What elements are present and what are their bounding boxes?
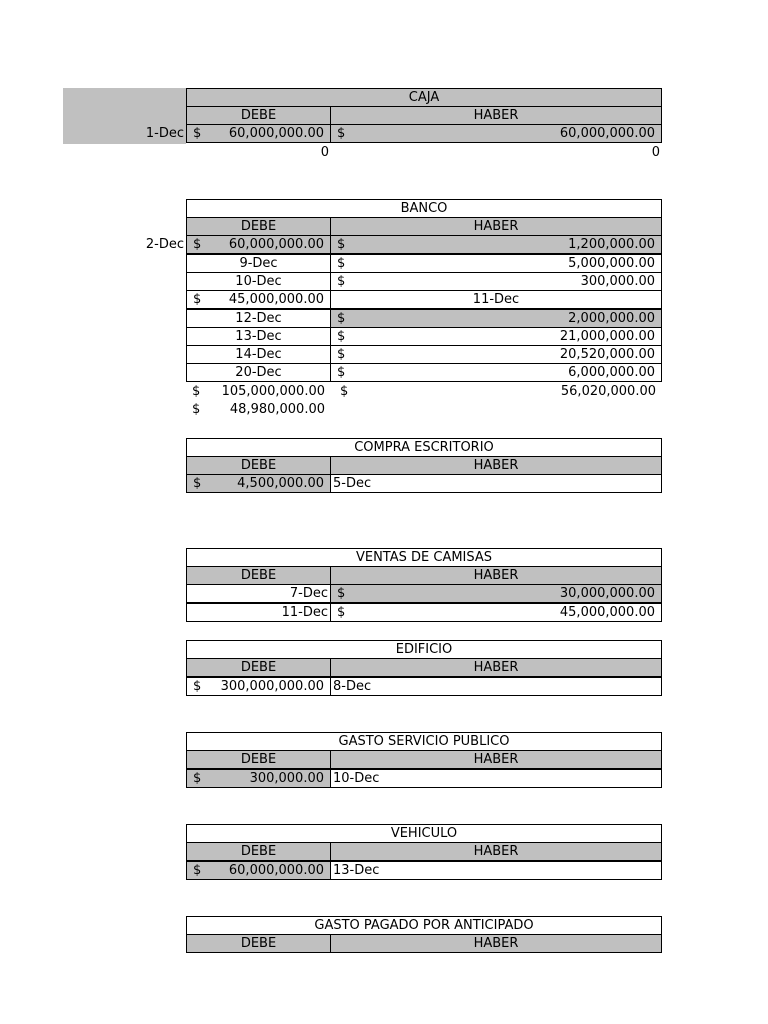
banco-haber-cell[interactable] xyxy=(330,363,662,382)
currency-symbol: $ xyxy=(337,237,346,252)
banco-haber-cell[interactable] xyxy=(330,327,662,346)
caja-haber-header: HABER xyxy=(330,106,662,125)
amount: 2,000,000.00 xyxy=(568,311,655,326)
caja-debe-cell[interactable] xyxy=(186,124,331,143)
caja-title: CAJA xyxy=(186,88,662,107)
banco-title: BANCO xyxy=(186,199,662,218)
edificio-haber-cell[interactable]: 8-Dec xyxy=(330,677,662,696)
ventas-camisas-debe-cell[interactable]: 11-Dec xyxy=(186,603,331,622)
currency-symbol: $ xyxy=(337,126,346,141)
banco-haber-cell[interactable]: 11-Dec xyxy=(330,290,662,309)
compra-escritorio-haber-header: HABER xyxy=(330,456,662,475)
banco-debe-cell[interactable]: 20-Dec xyxy=(186,363,331,382)
currency-symbol: $ xyxy=(193,476,202,491)
amount: 20,520,000.00 xyxy=(559,347,655,362)
ventas-camisas-haber-cell[interactable] xyxy=(330,584,662,603)
gasto-servicio-debe-header: DEBE xyxy=(186,750,331,769)
vehiculo-debe-cell[interactable] xyxy=(186,861,331,880)
caja-total-debe: 0 xyxy=(320,145,329,160)
currency-symbol: $ xyxy=(337,605,346,620)
amount: 60,000,000.00 xyxy=(559,126,655,141)
vehiculo-debe-header: DEBE xyxy=(186,842,331,861)
amount: 300,000.00 xyxy=(580,274,655,289)
banco-haber-cell[interactable] xyxy=(330,345,662,364)
gasto-servicio-haber-cell[interactable]: 10-Dec xyxy=(330,769,662,788)
compra-escritorio-debe-header: DEBE xyxy=(186,456,331,475)
edificio-haber-header: HABER xyxy=(330,658,662,677)
currency-symbol: $ xyxy=(337,274,346,289)
amount: 21,000,000.00 xyxy=(559,329,655,344)
banco-debe-cell[interactable]: 12-Dec xyxy=(186,309,331,328)
banco-haber-cell[interactable] xyxy=(330,309,662,328)
currency-symbol: $ xyxy=(193,863,202,878)
amount: 48,980,000.00 xyxy=(229,402,325,417)
currency-symbol: $ xyxy=(193,771,202,786)
caja-haber-cell[interactable] xyxy=(330,124,662,143)
currency-symbol: $ xyxy=(337,329,346,344)
amount: 5,000,000.00 xyxy=(568,256,655,271)
currency-symbol: $ xyxy=(337,256,346,271)
banco-haber-header: HABER xyxy=(330,217,662,236)
amount: 45,000,000.00 xyxy=(559,605,655,620)
amount: 6,000,000.00 xyxy=(568,365,655,380)
currency-symbol: $ xyxy=(193,237,202,252)
banco-haber-cell[interactable] xyxy=(330,272,662,291)
vehiculo-haber-header: HABER xyxy=(330,842,662,861)
banco-debe-header: DEBE xyxy=(186,217,331,236)
currency-symbol: $ xyxy=(192,384,201,399)
banco-saldo xyxy=(186,401,331,418)
amount: 300,000.00 xyxy=(249,771,324,786)
ventas-camisas-debe-cell[interactable]: 7-Dec xyxy=(186,584,331,603)
edificio-title: EDIFICIO xyxy=(186,640,662,659)
ventas-camisas-haber-cell[interactable] xyxy=(330,603,662,622)
edificio-debe-cell[interactable] xyxy=(186,677,331,696)
ventas-camisas-title: VENTAS DE CAMISAS xyxy=(186,548,662,567)
banco-debe-cell[interactable]: 14-Dec xyxy=(186,345,331,364)
gasto-servicio-haber-header: HABER xyxy=(330,750,662,769)
gasto-pagado-haber-header: HABER xyxy=(330,934,662,953)
banco-total-debe xyxy=(186,383,331,400)
amount: 56,020,000.00 xyxy=(560,384,656,399)
banco-total-haber xyxy=(330,383,662,400)
banco-haber-cell[interactable] xyxy=(330,254,662,273)
gasto-pagado-title: GASTO PAGADO POR ANTICIPADO xyxy=(186,916,662,935)
compra-escritorio-haber-cell[interactable]: 5-Dec xyxy=(330,474,662,493)
banco-haber-cell[interactable] xyxy=(330,235,662,254)
currency-symbol: $ xyxy=(337,365,346,380)
amount: 300,000,000.00 xyxy=(220,679,324,694)
currency-symbol: $ xyxy=(193,679,202,694)
banco-debe-cell[interactable]: 10-Dec xyxy=(186,272,331,291)
vehiculo-title: VEHICULO xyxy=(186,824,662,843)
banco-debe-cell[interactable]: 9-Dec xyxy=(186,254,331,273)
compra-escritorio-title: COMPRA ESCRITORIO xyxy=(186,438,662,457)
amount: 60,000,000.00 xyxy=(228,863,324,878)
currency-symbol: $ xyxy=(193,126,202,141)
amount: 60,000,000.00 xyxy=(228,237,324,252)
caja-debe-header: DEBE xyxy=(186,106,331,125)
ventas-camisas-debe-header: DEBE xyxy=(186,566,331,585)
amount: 45,000,000.00 xyxy=(228,292,324,307)
amount: 4,500,000.00 xyxy=(237,476,324,491)
currency-symbol: $ xyxy=(192,402,201,417)
ventas-camisas-haber-header: HABER xyxy=(330,566,662,585)
banco-debe-cell[interactable] xyxy=(186,290,331,309)
currency-symbol: $ xyxy=(193,292,202,307)
amount: 60,000,000.00 xyxy=(228,126,324,141)
banco-debe-cell[interactable]: 13-Dec xyxy=(186,327,331,346)
currency-symbol: $ xyxy=(340,384,349,399)
vehiculo-haber-cell[interactable]: 13-Dec xyxy=(330,861,662,880)
gasto-pagado-debe-header: DEBE xyxy=(186,934,331,953)
currency-symbol: $ xyxy=(337,311,346,326)
banco-debe-cell[interactable] xyxy=(186,235,331,254)
amount: 1,200,000.00 xyxy=(568,237,655,252)
caja-total-haber: 0 xyxy=(651,145,660,160)
gasto-servicio-title: GASTO SERVICIO PUBLICO xyxy=(186,732,662,751)
currency-symbol: $ xyxy=(337,586,346,601)
caja-row-date: 1-Dec xyxy=(145,126,184,141)
currency-symbol: $ xyxy=(337,347,346,362)
banco-row-date: 2-Dec xyxy=(145,237,184,252)
amount: 30,000,000.00 xyxy=(559,586,655,601)
amount: 105,000,000.00 xyxy=(221,384,325,399)
compra-escritorio-debe-cell[interactable] xyxy=(186,474,331,493)
gasto-servicio-debe-cell[interactable] xyxy=(186,769,331,788)
edificio-debe-header: DEBE xyxy=(186,658,331,677)
